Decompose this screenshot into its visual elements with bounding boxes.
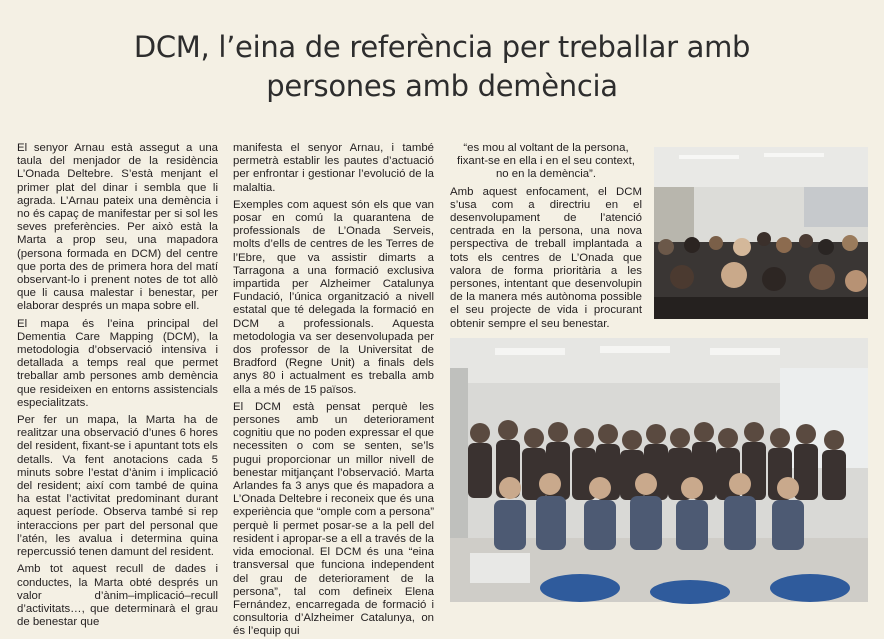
- paragraph: manifesta el senyor Arnau, i també permetrà establir les pautes d’actuació per enfrontar i gestionar l’evolució de la malaltia.: [233, 142, 434, 194]
- paragraph: Exemples com aquest són els que van posar en comú la quarantena de professionals de L’Onada Serveis, molts d’ells de centres de les Terres de l’Ebre, que va assistir dimarts a Tarragona a una formació exclusiva impartida per Alzheimer Catalunya Fundació, l’única organització a nivell estatal que té delegada la formació en DCM a professionals. Aquesta metodologia va ser desenvolupada per dos professor de la Universitat de Bradford (Regne Unit) a finals dels anys 80 i actualment es treballa amb ella a més de 15 països.: [233, 198, 434, 396]
- paragraph: El senyor Arnau està assegut a una taula del menjador de la residència L’Onada Deltebre. S’està menjant el primer plat del dinar i sembla que li agrada. L’Arnau pateix una demència i no és capaç de manifestar per si sol les seves preferències. Per això està la Marta a prop seu, una mapadora (persona formada en DCM) del centre que porta des de primera hora del matí observant-lo i prenent notes de tot allò que li causa malestar i benestar, per elaborar després un mapa sobre ell.: [17, 142, 218, 313]
- paragraph: El DCM està pensat perquè les persones amb un deteriorament cognitiu que no poden expressar el que necessiten o com se senten, se’ls pugui proporcionar un millor nivell de benestar mitjançant l’observació. Marta Arlandes fa 3 anys que és mapadora a L’Onada Deltebre i reconeix que és una experiència que “omple com a persona” perquè li permet posar-se a la pell del resident i apropar-se a ell a través de la vida emocional. El DCM és una “eina transversal que funciona independent del grau de deteriorament de la persona”, tal com defineix Elena Fernández, encarregada de formació i consultoria d’Alzheimer Catalunya, on és l’equip qui: [233, 400, 434, 638]
- article-title: [0, 28, 884, 106]
- title-line-1: DCM, l’eina de referència per treballar amb: [133, 30, 751, 64]
- article-column-1: [17, 142, 218, 629]
- title-line-2: persones amb demència: [266, 69, 618, 103]
- paragraph: Per fer un mapa, la Marta ha de realitzar una observació d’unes 6 hores del resident, fixant-se i apuntant tots els detalls. Va fent anotacions cada 5 minuts sobre l’estat d’ànim i implicació del resident; així com també de quina ha estat l’activitat predominant durant aquest període. Observa també si rep interaccions per part del personal que l’atén, les avalua i determina quina repercussió tenen damunt del resident.: [17, 414, 218, 559]
- article-column-2: [233, 142, 434, 638]
- photo-group-professionals: [450, 338, 868, 602]
- photo-training-audience: [654, 147, 868, 319]
- paragraph: El mapa és l’eina principal del Dementia Care Mapping (DCM), la metodologia d’observació intensiva i detallada a temps real que permet treballar amb persones amb demència que resideixen en entorns assistencials especialitzats.: [17, 317, 218, 409]
- article-column-3: [450, 142, 642, 330]
- paragraph: “es mou al voltant de la persona, fixant-se en ella i en el seu context, no en la demència”.: [457, 142, 635, 181]
- paragraph: Amb tot aquest recull de dades i conductes, la Marta obté després un valor d’ànim–implicació–recull d’activitats…, que determinarà el grau de benestar que: [17, 563, 218, 629]
- paragraph: Amb aquest enfocament, el DCM s’usa com a directriu en el desenvolupament de l’atenció centrada en la persona, una nova perspectiva de treball implantada a tots els centres de L’Onada que valora de forma prioritària a les persones, intentant que desenvolupin de la manera més autònoma possible el seu projecte de vida i procurant obtenir sempre el seu benestar.: [450, 185, 642, 330]
